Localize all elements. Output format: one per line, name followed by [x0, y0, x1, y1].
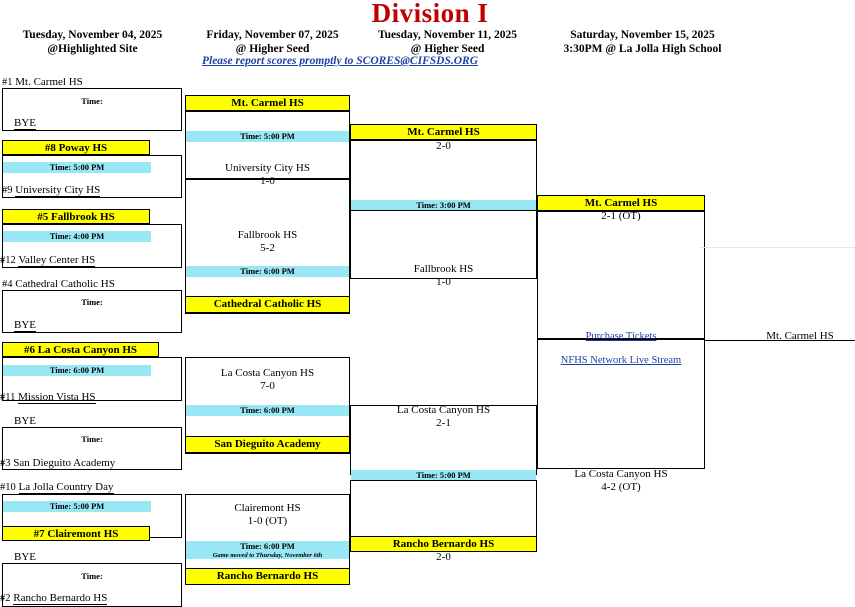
nfhs-stream-link[interactable]: NFHS Network Live Stream — [560, 355, 682, 366]
team-name: BYE — [14, 117, 36, 129]
team-name: Fallbrook HS — [51, 211, 115, 223]
round3-date: Tuesday, November 11, 2025 — [378, 29, 517, 41]
team-name: La Jolla Country Day — [18, 481, 114, 493]
round3-winner: Mt. Carmel HS — [350, 124, 537, 140]
time-label: Time: 6:00 PM — [3, 365, 151, 376]
time-label: Time: — [81, 297, 103, 307]
round2-winner: Cathedral Catholic HS — [185, 296, 350, 313]
final-winner: La Costa Canyon HS — [574, 468, 668, 480]
time-label: Time: 6:00 PM — [186, 405, 349, 416]
seed-label: #1 — [2, 77, 13, 88]
time-note: Game moved to Thursday, November 6th — [212, 552, 323, 559]
round3-score: 2-0 — [436, 551, 451, 563]
round1-site: @Highlighted Site — [47, 43, 138, 56]
round2-winner: La Costa Canyon HS — [220, 367, 315, 379]
round3-winner: La Costa Canyon HS — [396, 404, 491, 416]
team-name: Rancho Bernardo HS — [13, 592, 108, 604]
team-name: BYE — [14, 319, 36, 331]
list-item — [14, 415, 36, 427]
seed-label: #10 — [0, 482, 16, 493]
team-name: Poway HS — [58, 142, 108, 154]
round2-winner: San Dieguito Academy — [185, 436, 350, 453]
team-name: Mt. Carmel HS — [15, 76, 83, 88]
seed-label: #3 — [0, 458, 11, 469]
round2-date: Friday, November 07, 2025 — [206, 29, 339, 41]
list-item — [2, 278, 115, 290]
team-name: San Dieguito Academy — [13, 457, 116, 469]
list-item — [2, 76, 83, 88]
champion-name: Mt. Carmel HS — [766, 330, 834, 342]
round2-winner: Clairemont HS — [234, 502, 301, 514]
round3-site: @ Higher Seed — [410, 43, 485, 56]
seed-label: #2 — [0, 593, 11, 604]
list-item — [0, 457, 115, 469]
list-item — [14, 117, 36, 129]
list-item — [2, 209, 150, 224]
round2-score: 5-2 — [260, 242, 275, 254]
round2-winner: Fallbrook HS — [237, 229, 298, 241]
list-item — [0, 481, 114, 493]
time-label: Time: — [81, 571, 103, 581]
seed-label: #9 — [2, 185, 13, 196]
seed-label: #6 — [23, 344, 35, 356]
purchase-tickets-link[interactable]: Purchase Tickets — [585, 331, 657, 342]
team-name: University City HS — [15, 184, 101, 196]
list-item — [14, 319, 36, 331]
seed-label: #11 — [0, 392, 16, 403]
list-item — [2, 184, 100, 196]
column-header-round4 — [535, 28, 750, 57]
time-value: Time: 6:00 PM — [240, 541, 295, 551]
list-item — [0, 254, 95, 266]
team-name: BYE — [14, 415, 36, 427]
round3-winner: Rancho Bernardo HS — [350, 536, 537, 552]
round4-date: Saturday, November 15, 2025 — [570, 29, 715, 41]
round2-site: @ Higher Seed — [235, 43, 310, 56]
time-label: Time: 5:00 PM — [186, 131, 349, 142]
team-name: Valley Center HS — [18, 254, 96, 266]
seed-label: #5 — [37, 211, 49, 223]
list-item — [0, 391, 96, 403]
time-label: Time: — [81, 434, 103, 444]
round2-winner: Rancho Bernardo HS — [185, 568, 350, 585]
seed-label: #8 — [44, 142, 56, 154]
matchup-box — [537, 211, 705, 339]
time-label: Time: — [81, 96, 103, 106]
team-name: Cathedral Catholic HS — [15, 278, 115, 290]
round2-winner: University City HS — [225, 162, 310, 174]
divider — [700, 247, 855, 248]
time-label: Time: 5:00 PM — [3, 501, 151, 512]
team-name: Mission Vista HS — [18, 391, 96, 403]
team-name: La Costa Canyon HS — [37, 344, 138, 356]
seed-label: #7 — [33, 528, 45, 540]
team-name: BYE — [14, 551, 36, 563]
column-header-round3 — [360, 28, 535, 57]
time-label: Time: 5:00 PM — [351, 470, 536, 481]
time-label: Time: 4:00 PM — [3, 231, 151, 242]
list-item — [2, 140, 150, 155]
round3-score: 2-1 — [436, 417, 451, 429]
column-header-round1 — [0, 28, 185, 57]
report-scores-note: Please report scores promptly to SCORES@CIFSDS.ORG — [201, 55, 479, 67]
team-name: Clairemont HS — [47, 528, 119, 540]
round2-score: 1-0 (OT) — [247, 515, 288, 527]
time-label — [186, 541, 349, 559]
seed-label: #4 — [2, 279, 13, 290]
list-item — [2, 342, 159, 357]
time-label: Time: 3:00 PM — [351, 200, 536, 211]
final-score: 4-2 (OT) — [601, 481, 641, 493]
round3-score: 1-0 — [436, 276, 451, 288]
round2-winner: Mt. Carmel HS — [185, 95, 350, 111]
list-item — [2, 526, 150, 541]
round2-score: 1-0 — [260, 175, 275, 187]
round4-site: 3:30PM @ La Jolla High School — [563, 43, 722, 56]
column-header-round2 — [185, 28, 360, 57]
list-item — [14, 551, 36, 563]
final-winner: Mt. Carmel HS — [537, 195, 705, 211]
round3-score: 2-0 — [436, 140, 451, 152]
list-item — [0, 592, 107, 604]
time-label: Time: 6:00 PM — [186, 266, 349, 277]
round3-winner: Fallbrook HS — [413, 263, 474, 275]
time-label: Time: 5:00 PM — [3, 162, 151, 173]
seed-label: #12 — [0, 255, 16, 266]
final-score: 2-1 (OT) — [601, 210, 641, 222]
round2-score: 7-0 — [260, 380, 275, 392]
round1-date: Tuesday, November 04, 2025 — [22, 29, 163, 41]
page-title: Division I — [371, 0, 489, 28]
